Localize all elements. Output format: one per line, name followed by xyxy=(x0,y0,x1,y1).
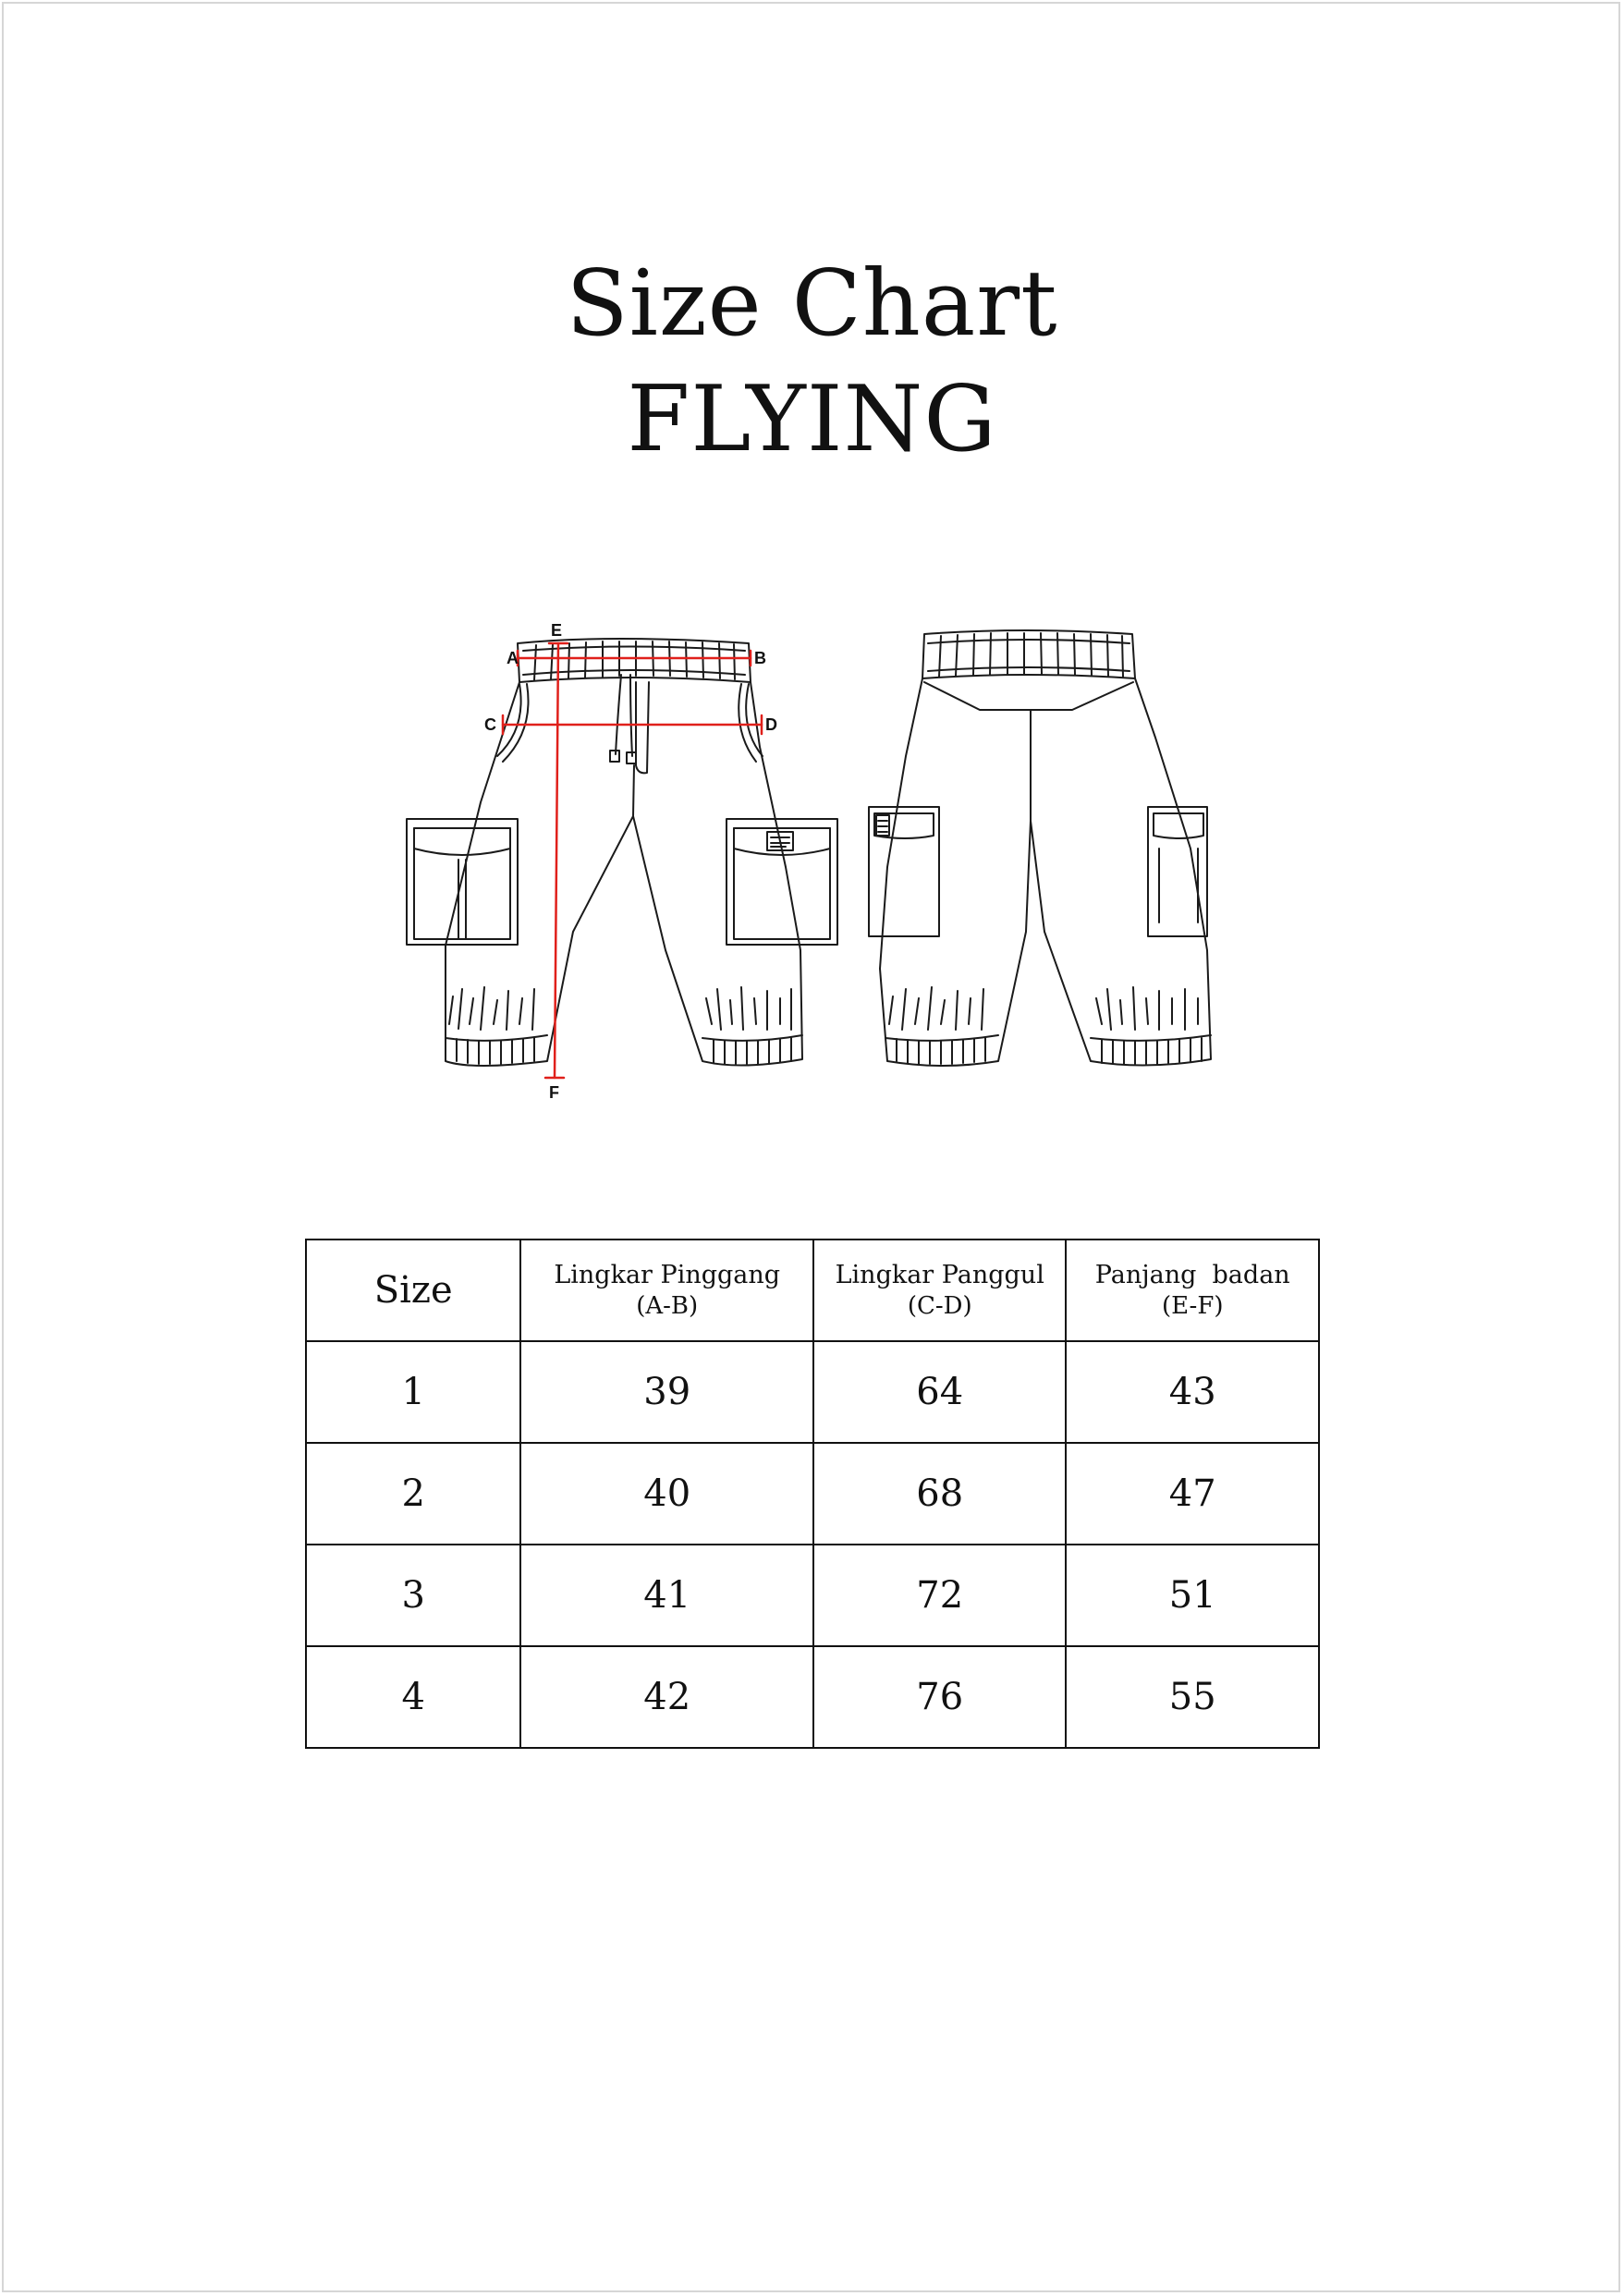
page-title: Size Chart xyxy=(566,251,1058,357)
cell-size: 2 xyxy=(306,1443,520,1545)
table-row xyxy=(306,1646,1319,1748)
header-hip: Lingkar Panggul (C-D) xyxy=(813,1240,1066,1341)
cell-waist: 40 xyxy=(520,1443,813,1545)
table-row xyxy=(306,1545,1319,1646)
label-b: B xyxy=(754,649,766,667)
header-waist: Lingkar Pinggang (A-B) xyxy=(520,1240,813,1341)
cell-length: 51 xyxy=(1066,1545,1319,1646)
front-view-sketch xyxy=(407,639,837,1066)
cell-waist: 39 xyxy=(520,1341,813,1443)
cell-size: 3 xyxy=(306,1545,520,1646)
cell-waist: 41 xyxy=(520,1545,813,1646)
cell-length: 55 xyxy=(1066,1646,1319,1748)
cell-size: 4 xyxy=(306,1646,520,1748)
cell-waist: 42 xyxy=(520,1646,813,1748)
label-a: A xyxy=(507,649,519,667)
label-f: F xyxy=(549,1083,559,1102)
header-size: Size xyxy=(306,1240,520,1341)
cell-hip: 72 xyxy=(813,1545,1066,1646)
size-table xyxy=(305,1239,1320,1749)
cell-hip: 76 xyxy=(813,1646,1066,1748)
table-header-row xyxy=(306,1240,1319,1341)
table-row xyxy=(306,1443,1319,1545)
cell-hip: 68 xyxy=(813,1443,1066,1545)
header-length: Panjang badan (E-F) xyxy=(1066,1240,1319,1341)
back-view-sketch xyxy=(869,630,1211,1066)
cell-length: 47 xyxy=(1066,1443,1319,1545)
cell-size: 1 xyxy=(306,1341,520,1443)
cell-hip: 64 xyxy=(813,1341,1066,1443)
pants-diagram xyxy=(388,617,1239,1117)
label-d: D xyxy=(765,715,777,734)
label-e: E xyxy=(551,621,563,640)
label-c: C xyxy=(484,715,496,734)
product-name: FLYING xyxy=(627,367,997,472)
cell-length: 43 xyxy=(1066,1341,1319,1443)
table-row xyxy=(306,1341,1319,1443)
measurement-lines xyxy=(503,643,762,1078)
